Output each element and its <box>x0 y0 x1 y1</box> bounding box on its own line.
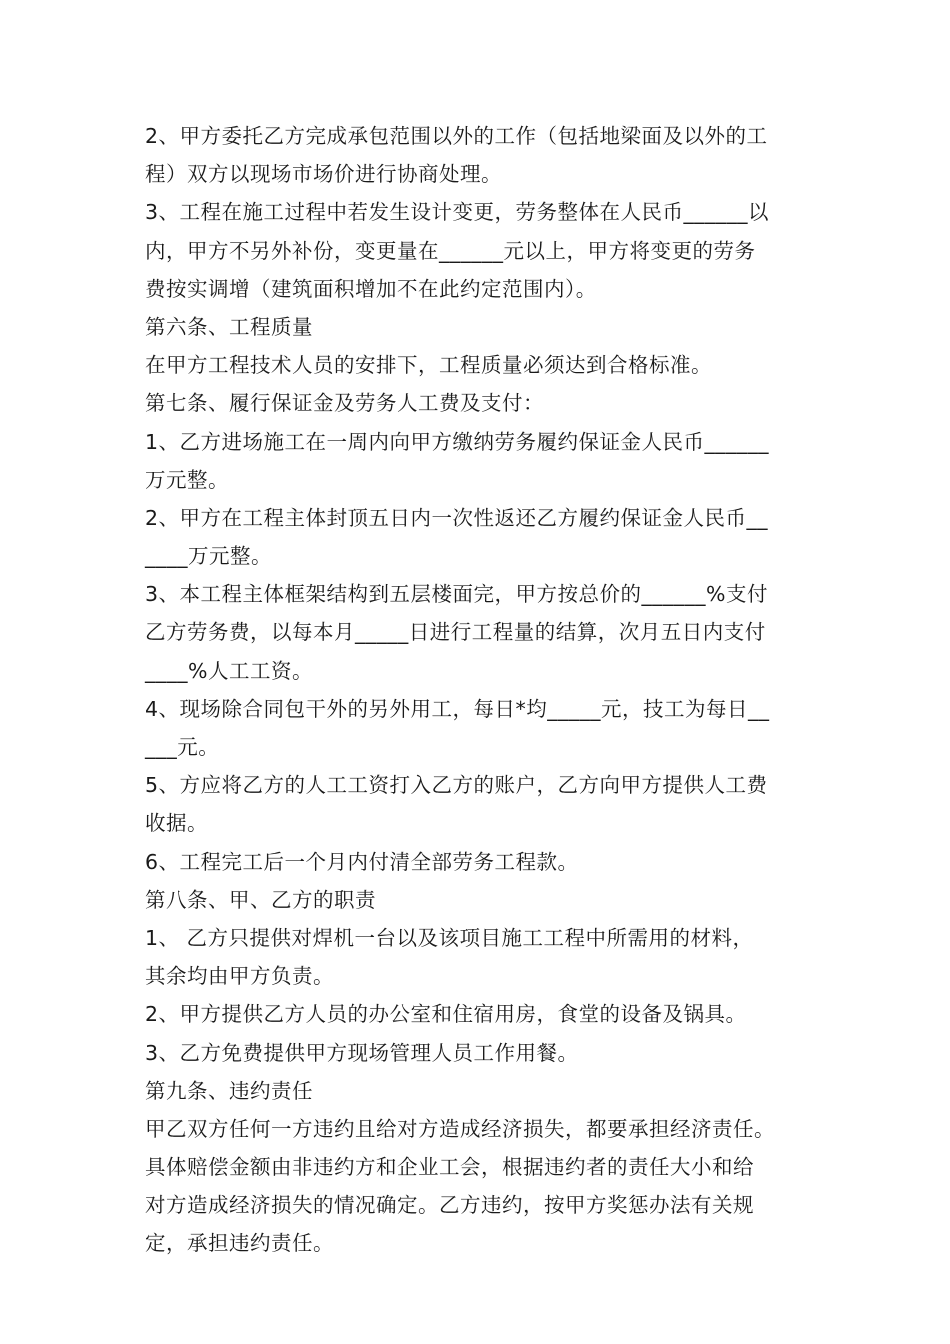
text-line: 费按实调增（建筑面积增加不在此约定范围内）。 <box>145 276 597 301</box>
text-line: 在甲方工程技术人员的安排下，工程质量必须达到合格标准。 <box>145 353 712 378</box>
section-heading-9: 第九条、违约责任 <box>145 1078 313 1103</box>
section-heading-7: 第七条、履行保证金及劳务人工费及支付： <box>145 391 544 416</box>
section-heading-6: 第六条、工程质量 <box>145 314 313 339</box>
text-line: 4、现场除合同包干外的另外用工，每日*均_____元，技工为每日__ <box>145 696 770 721</box>
text-line: ____万元整。 <box>145 544 272 569</box>
text-line: 对方造成经济损失的情况确定。乙方违约，按甲方奖惩办法有关规 <box>145 1193 754 1218</box>
text-line: 6、工程完工后一个月内付清全部劳务工程款。 <box>145 849 579 874</box>
document-body <box>145 117 825 1263</box>
text-line: 内，甲方不另外补份，变更量在______元以上，甲方将变更的劳务 <box>145 238 756 263</box>
text-line: 1、 乙方只提供对焊机一台以及该项目施工工程中所需用的材料， <box>145 925 754 950</box>
text-line: ____%人工工资。 <box>145 658 313 683</box>
text-line: 3、本工程主体框架结构到五层楼面完，甲方按总价的______%支付 <box>145 582 769 607</box>
text-line: 其余均由甲方负责。 <box>145 964 334 989</box>
text-line: 收据。 <box>145 811 208 836</box>
text-line: 2、甲方提供乙方人员的办公室和住宿用房，食堂的设备及锅具。 <box>145 1002 747 1027</box>
text-line: 定，承担违约责任。 <box>145 1231 334 1256</box>
text-line: 3、乙方免费提供甲方现场管理人员工作用餐。 <box>145 1040 579 1065</box>
text-line: 甲乙双方任何一方违约且给对方造成经济损失，都要承担经济责任。 <box>145 1116 775 1141</box>
text-line: 5、方应将乙方的人工工资打入乙方的账户，乙方向甲方提供人工费 <box>145 773 768 798</box>
text-line: 2、甲方委托乙方完成承包范围以外的工作（包括地梁面及以外的工 <box>145 124 768 148</box>
text-line: ___元。 <box>145 735 220 759</box>
text-line: 具体赔偿金额由非违约方和企业工会，根据违约者的责任大小和给 <box>145 1155 754 1180</box>
section-heading-8: 第八条、甲、乙方的职责 <box>145 887 376 912</box>
text-line: 乙方劳务费，以每本月_____日进行工程量的结算，次月五日内支付 <box>145 620 766 645</box>
text-line: 1、乙方进场施工在一周内向甲方缴纳劳务履约保证金人民币______ <box>145 429 770 454</box>
text-line: 2、甲方在工程主体封顶五日内一次性返还乙方履约保证金人民币__ <box>145 505 769 530</box>
text-line: 程）双方以现场市场价进行协商处理。 <box>145 162 502 187</box>
text-line: 3、工程在施工过程中若发生设计变更，劳务整体在人民币______以 <box>145 200 770 225</box>
text-line: 万元整。 <box>145 467 229 492</box>
